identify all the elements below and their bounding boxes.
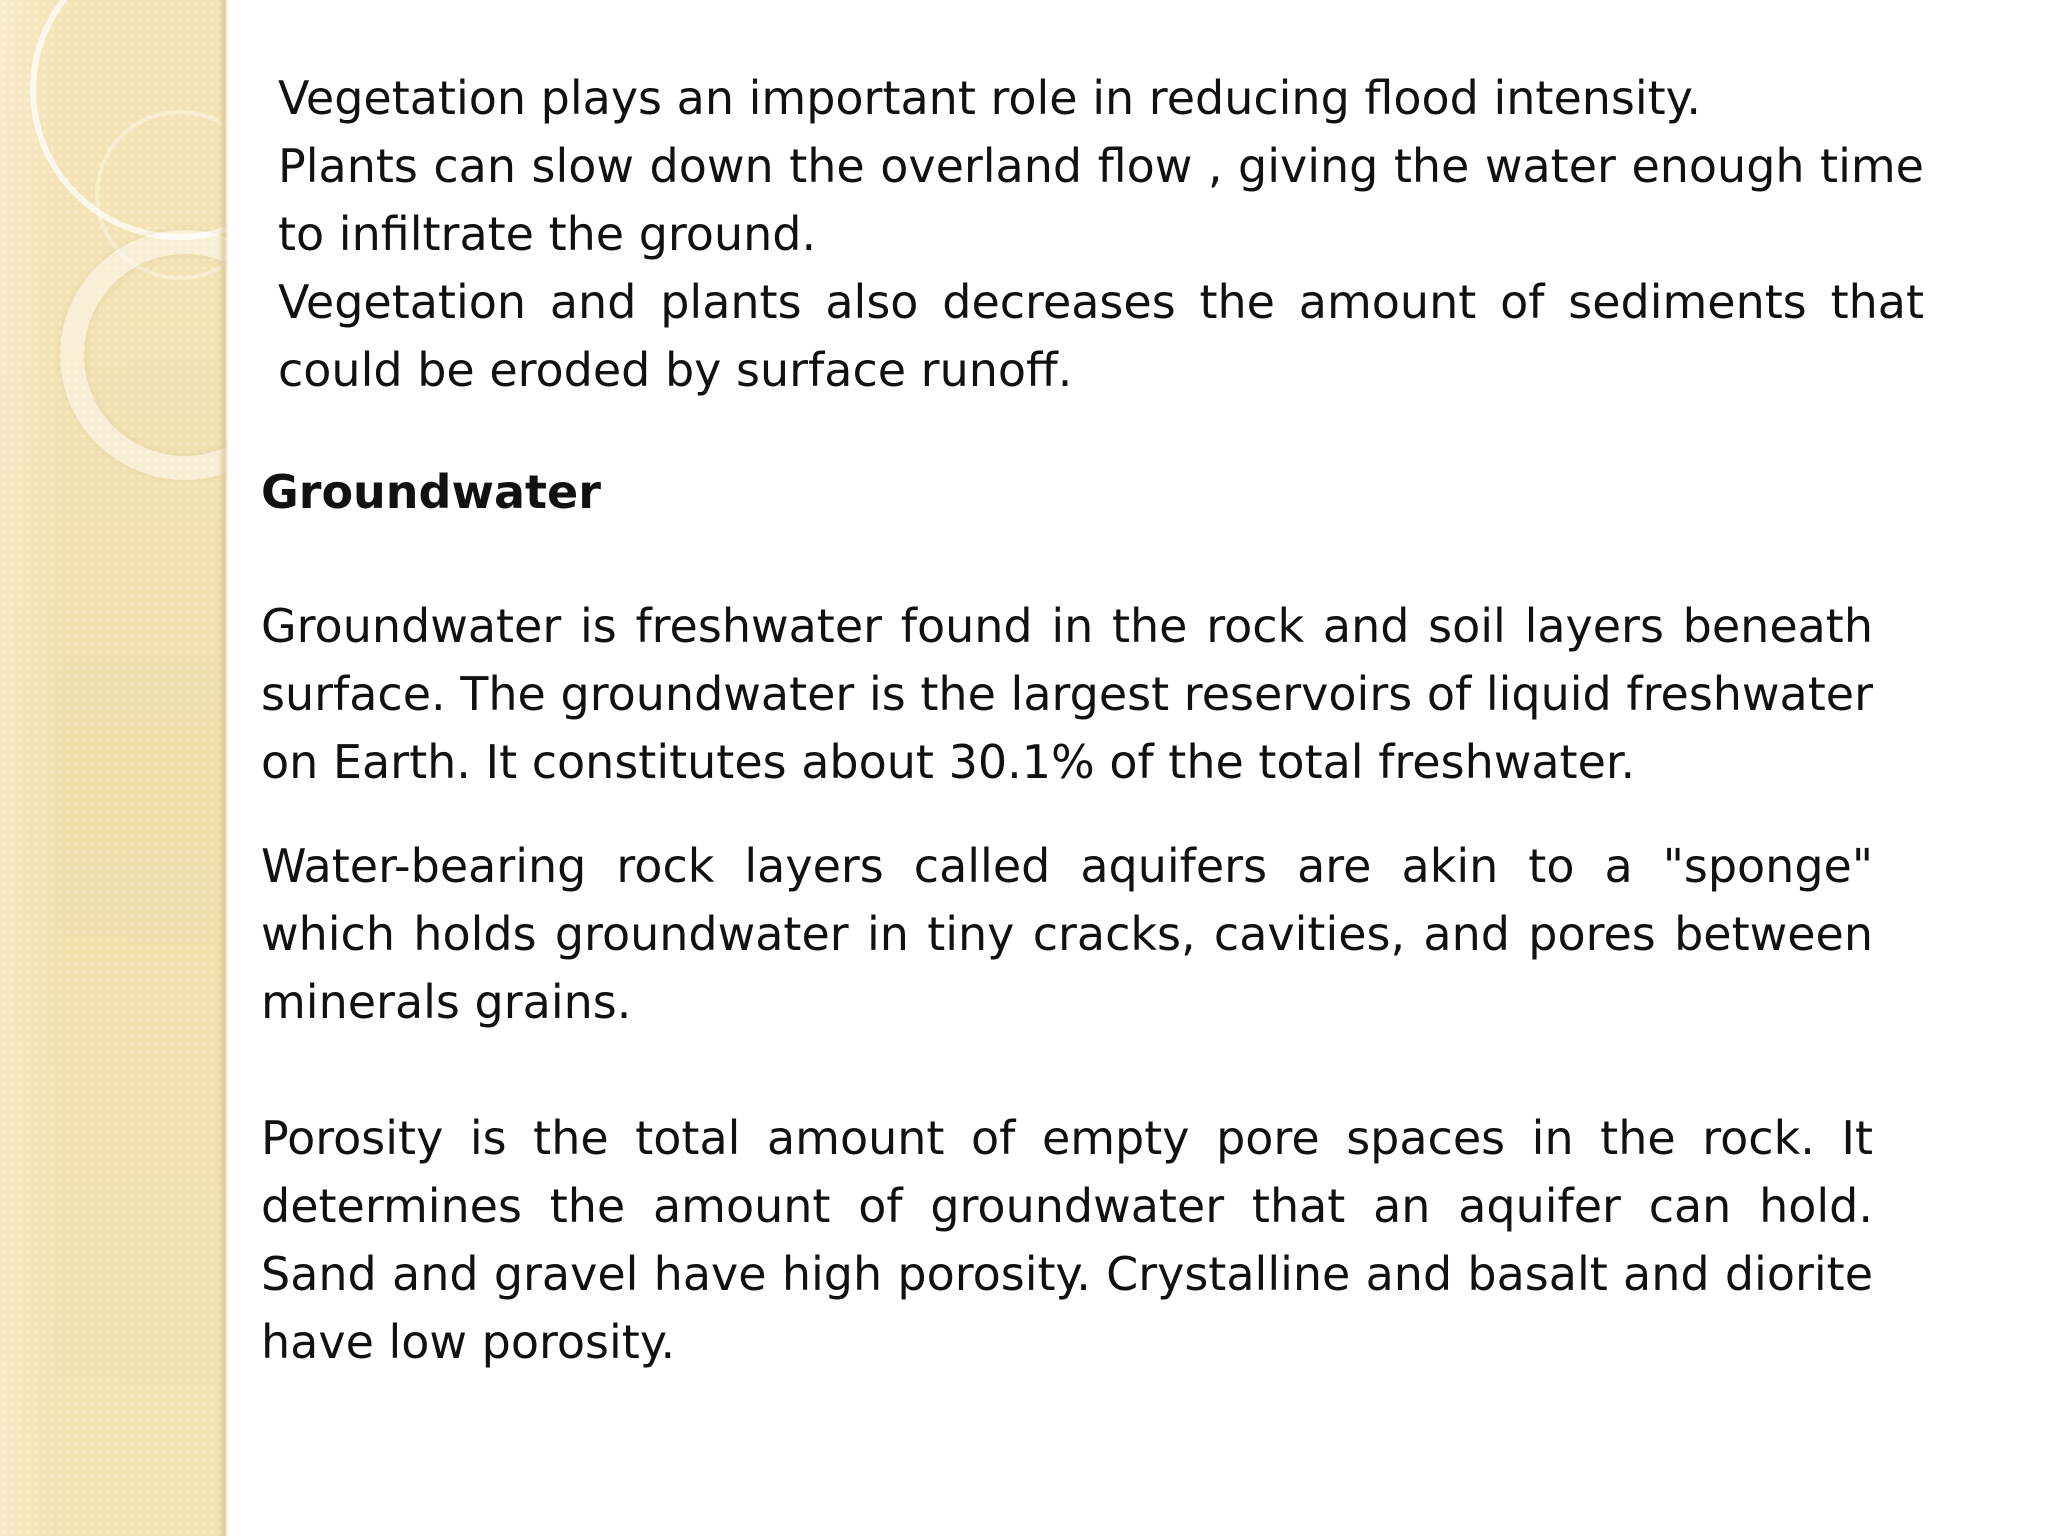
section-heading: Groundwater [261,465,601,519]
paragraph-porosity: Porosity is the total amount of empty pore spaces in the rock. It determines the amount of groundwater that an aquifer can hold. Sand and gravel have high porosity. Crystalline and basalt and diorite have low porosity. [261,1111,1873,1369]
intro-line-2: Plants can slow down the overland flow , giving the water enough time to infiltrate the ground. [278,139,1924,261]
paragraph-aquifers: Water-bearing rock layers called aquifers are akin to a "sponge" which holds groundwater in tiny cracks, cavities, and pores between minerals grains. [261,839,1873,1029]
sidebar-highlight-band [0,0,60,1536]
sidebar-edge [218,0,228,1536]
intro-text [278,64,1924,404]
decorative-sidebar [0,0,226,1536]
intro-line-1: Vegetation plays an important role in reducing flood intensity. [278,71,1701,125]
intro-line-3: Vegetation and plants also decreases the amount of sediments that could be eroded by surface runoff. [278,275,1924,397]
paragraph-groundwater-definition: Groundwater is freshwater found in the rock and soil layers beneath surface. The groundwater is the largest reservoirs of liquid freshwater on Earth. It constitutes about 30.1% of the total freshwater. [261,599,1873,789]
